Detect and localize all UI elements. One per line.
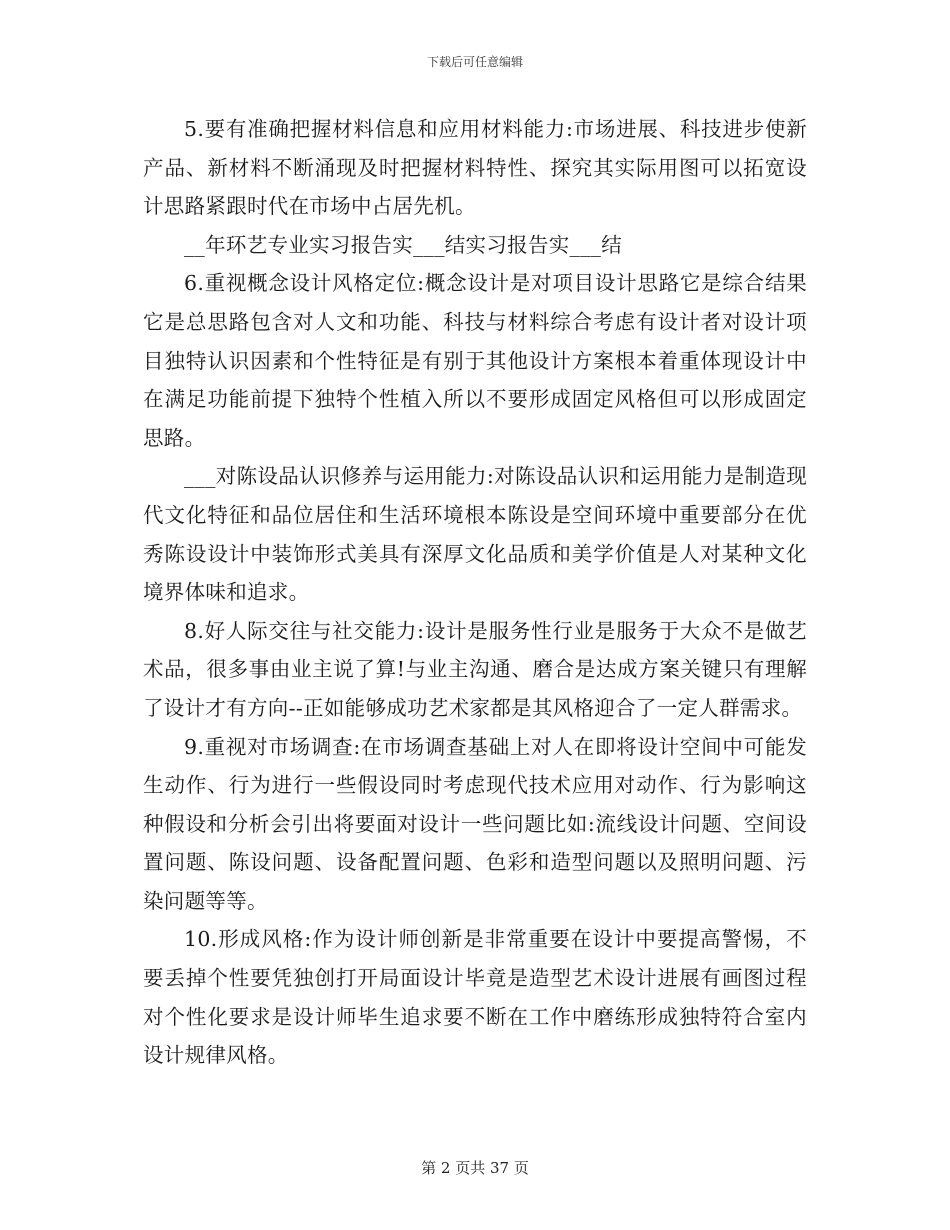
paragraph-social-ability: 8.好人际交往与社交能力:设计是服务性行业是服务于大众不是做艺术品，很多事由业主说了算!与业主沟通、磨合是达成方案关键只有理解了设计才有方向--正如能够成功艺术家都是其风格迎合了一定人群需求。 xyxy=(143,618,807,720)
page-header: 下载后可任意编辑 xyxy=(426,55,523,69)
page-footer: 第 2 页共 37 页 xyxy=(421,1159,529,1177)
paragraph-furnishing-ability: ___对陈设品认识修养与运用能力:对陈设品认识和运用能力是制造现代文化特征和品位居住和生活环境根本陈设是空间环境中重要部分在优秀陈设设计中装饰形式美具有深厚文化品质和美学价值是人对某种文化境界体味和追求。 xyxy=(143,464,807,605)
paragraph-report-title: __年环艺专业实习报告实___结实习报告实___结 xyxy=(184,232,622,257)
paragraph-market-research: 9.重视对市场调查:在市场调查基础上对人在即将设计空间中可能发生动作、行为进行一些假设同时考虑现代技术应用对动作、行为影响这种假设和分析会引出将要面对设计一些问题比如:流线设计问题、空间设置问题、陈设问题、设备配置问题、色彩和造型问题以及照明问题、污染问题等等。 xyxy=(143,734,807,913)
paragraph-form-style: 10.形成风格:作为设计师创新是非常重要在设计中要提高警惕，不要丢掉个性要凭独创打开局面设计毕竟是造型艺术设计进展有画图过程对个性化要求是设计师毕生追求要不断在工作中磨练形成独特符合室内设计规律风格。 xyxy=(143,927,807,1068)
paragraph-material-ability: 5.要有准确把握材料信息和应用材料能力:市场进展、科技进步使新产品、新材料不断涌现及时把握材料特性、探究其实际用图可以拓宽设计思路紧跟时代在市场中占居先机。 xyxy=(143,117,807,219)
paragraph-concept-design: 6.重视概念设计风格定位:概念设计是对项目设计思路它是综合结果它是总思路包含对人文和功能、科技与材料综合考虑有设计者对设计项目独特认识因素和个性特征是有别于其他设计方案根本着重体现设计中在满足功能前提下独特个性植入所以不要形成固定风格但可以形成固定思路。 xyxy=(143,271,807,450)
document-body xyxy=(143,110,807,1075)
